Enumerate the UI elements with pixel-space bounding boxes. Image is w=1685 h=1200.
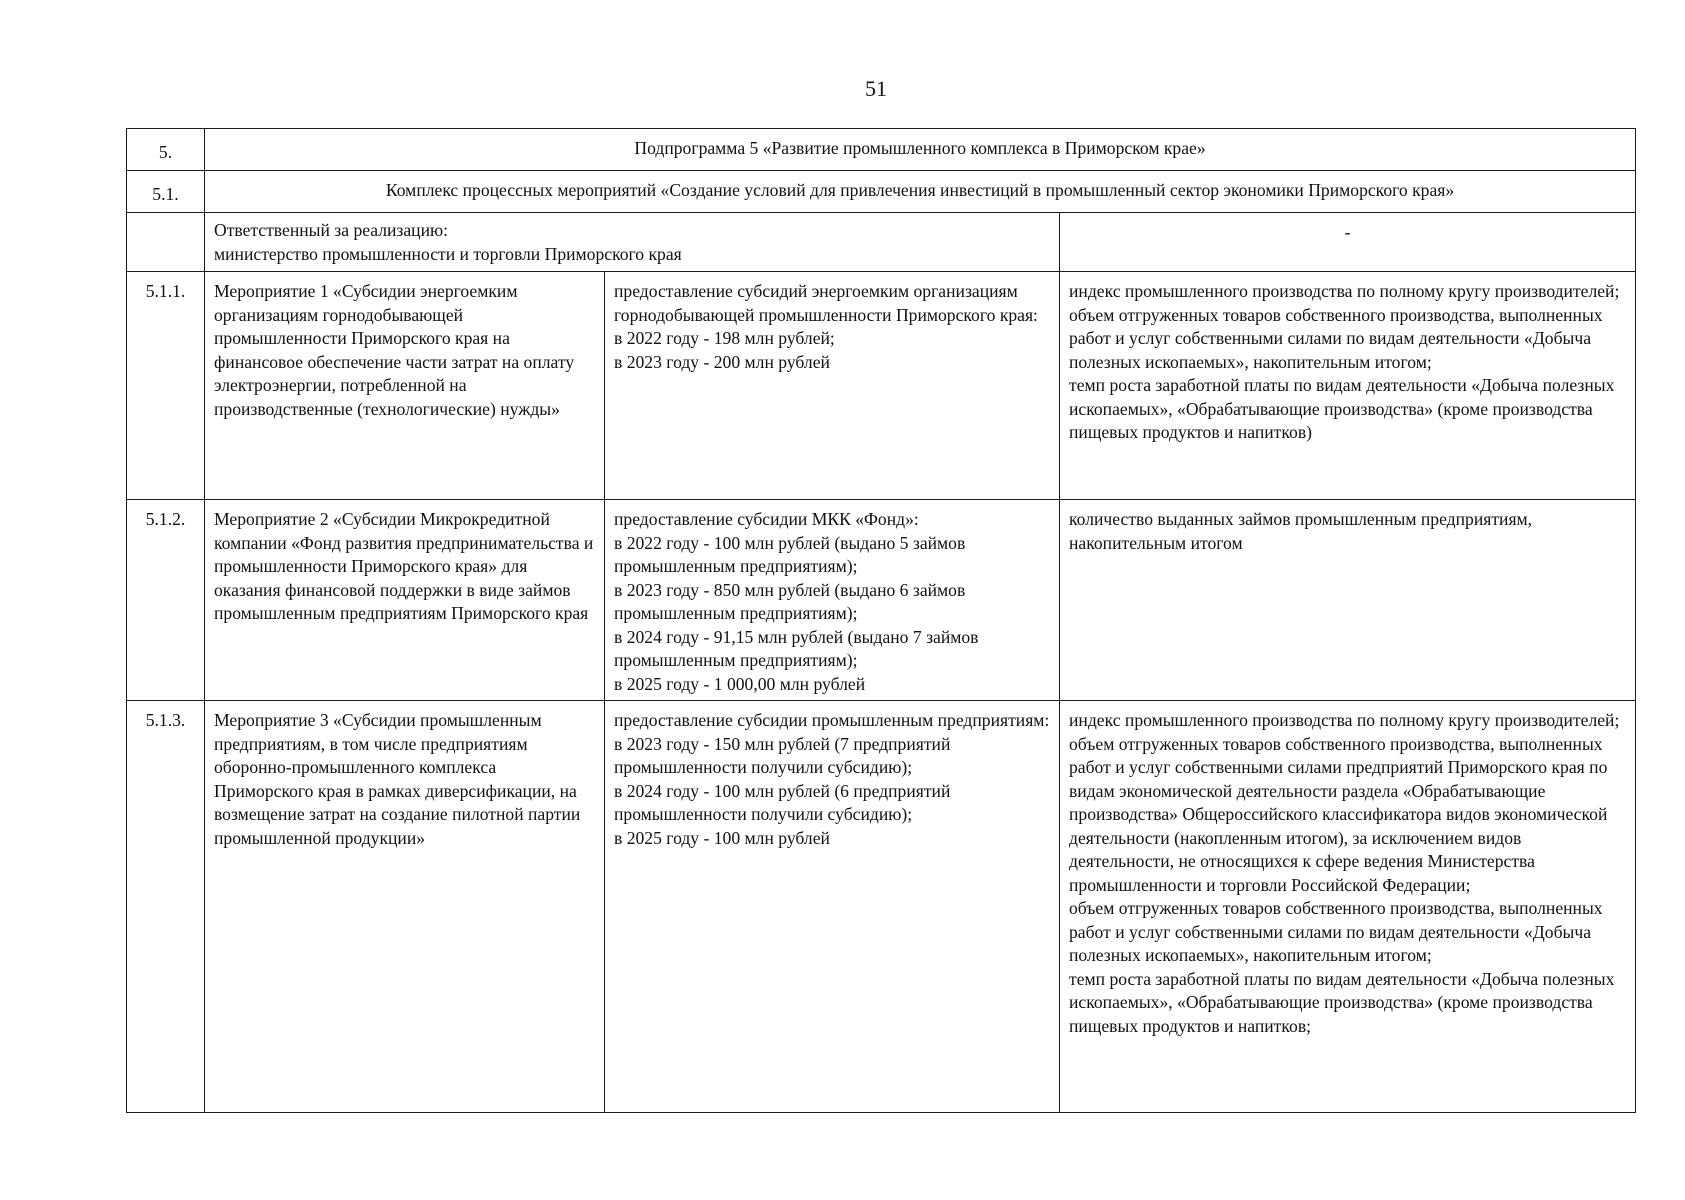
page-number: 51 <box>865 76 887 101</box>
funding-line: в 2023 году - 200 млн рублей <box>614 351 830 372</box>
responsible-label: Ответственный за реализацию: <box>214 220 449 240</box>
indicators-cell <box>1060 500 1636 701</box>
row-number: 5. <box>127 129 205 171</box>
funding-line: в 2022 году - 198 млн рублей; <box>614 328 835 348</box>
row-number: 5.1.1. <box>127 272 205 500</box>
indicators-cell <box>1060 701 1636 1113</box>
indicators-cell <box>1060 272 1636 500</box>
indicator-line: объем отгруженных товаров собственного производства, выполненных работ и услуг собственными силами по видам деятельности «Добыча полезных ископаемых», накопительным итогом; <box>1069 304 1603 372</box>
indicator-line: количество выданных займов промышленным предприятиям, накопительным итогом <box>1069 509 1533 553</box>
funding-line: предоставление субсидии промышленным предприятиям: <box>614 710 1050 730</box>
funding-line: в 2025 году - 100 млн рублей <box>614 827 830 848</box>
indicator-line: объем отгруженных товаров собственного производства, выполненных работ и услуг собственными силами предприятий Приморского края по видам экономической деятельности раздела «Обрабатывающие производства» Общероссийского классификатора видов экономической деятельности (накопленным итогом), за исключением видов деятельности, не относящихся к сфере ведения Министерства промышленности и торговли Российской Федерации; <box>1069 733 1608 895</box>
activity-cell: Мероприятие 2 «Субсидии Микрокредитной компании «Фонд развития предпринимательства и промышленности Приморского края» для оказания финансовой поддержки в виде займов промышленным предприятиям Приморского края <box>205 500 605 701</box>
row-number: 5.1.2. <box>127 500 205 701</box>
indicator-line: индекс промышленного производства по полному кругу производителей; <box>1069 281 1620 301</box>
funding-line: предоставление субсидии МКК «Фонд»: <box>614 509 919 529</box>
indicator-line: темп роста заработной платы по видам деятельности «Добыча полезных ископаемых», «Обрабатывающие производства» (кроме производства пищевых продуктов и напитков; <box>1069 968 1615 1036</box>
funding-line: в 2023 году - 850 млн рублей (выдано 6 займов промышленным предприятиям); <box>614 579 966 623</box>
program-table <box>126 128 1636 1113</box>
funding-cell <box>605 500 1060 701</box>
table-row <box>127 701 1636 1113</box>
funding-cell <box>605 272 1060 500</box>
responsible-cell <box>205 213 1060 272</box>
indicator-line: темп роста заработной платы по видам деятельности «Добыча полезных ископаемых», «Обрабатывающие производства» (кроме производства пищевых продуктов и напитков) <box>1069 375 1615 442</box>
row-number-empty <box>127 213 205 272</box>
complex-row <box>127 171 1636 213</box>
responsible-dash: - <box>1060 213 1636 272</box>
funding-cell <box>605 701 1060 1113</box>
indicator-line: индекс промышленного производства по полному кругу производителей; <box>1069 710 1620 730</box>
row-number: 5.1.3. <box>127 701 205 1113</box>
activity-cell: Мероприятие 3 «Субсидии промышленным предприятиям, в том числе предприятиям оборонно-промышленного комплекса Приморского края в рамках диверсификации, на возмещение затрат на создание пилотной партии промышленной продукции» <box>205 701 605 1113</box>
table-row <box>127 500 1636 701</box>
funding-line: в 2024 году - 91,15 млн рублей (выдано 7 займов промышленным предприятиям); <box>614 626 979 670</box>
funding-line: в 2022 году - 100 млн рублей (выдано 5 займов промышленным предприятиям); <box>614 532 966 576</box>
row-number: 5.1. <box>127 171 205 213</box>
funding-line: в 2024 году - 100 млн рублей (6 предприятий промышленности получили субсидию); <box>614 780 951 824</box>
funding-line: в 2025 году - 1 000,00 млн рублей <box>614 673 866 694</box>
complex-title: Комплекс процессных мероприятий «Создание условий для привлечения инвестиций в промышленный сектор экономики Приморского края» <box>205 171 1636 213</box>
responsible-row <box>127 213 1636 272</box>
funding-line: предоставление субсидий энергоемким организациям горнодобывающей промышленности Приморского края: <box>614 281 1038 325</box>
subprogram-title: Подпрограмма 5 «Развитие промышленного комплекса в Приморском крае» <box>205 129 1636 171</box>
indicator-line: объем отгруженных товаров собственного производства, выполненных работ и услуг собственными силами по видам деятельности «Добыча полезных ископаемых», накопительным итогом; <box>1069 898 1603 965</box>
funding-line: в 2023 году - 150 млн рублей (7 предприятий промышленности получили субсидию); <box>614 733 951 777</box>
table-row <box>127 272 1636 500</box>
activity-cell: Мероприятие 1 «Субсидии энергоемким организациям горнодобывающей промышленности Приморского края на финансовое обеспечение части затрат на оплату электроэнергии, потребленной на производственные (технологические) нужды» <box>205 272 605 500</box>
subprogram-row <box>127 129 1636 171</box>
responsible-value: министерство промышленности и торговли Приморского края <box>214 243 682 264</box>
